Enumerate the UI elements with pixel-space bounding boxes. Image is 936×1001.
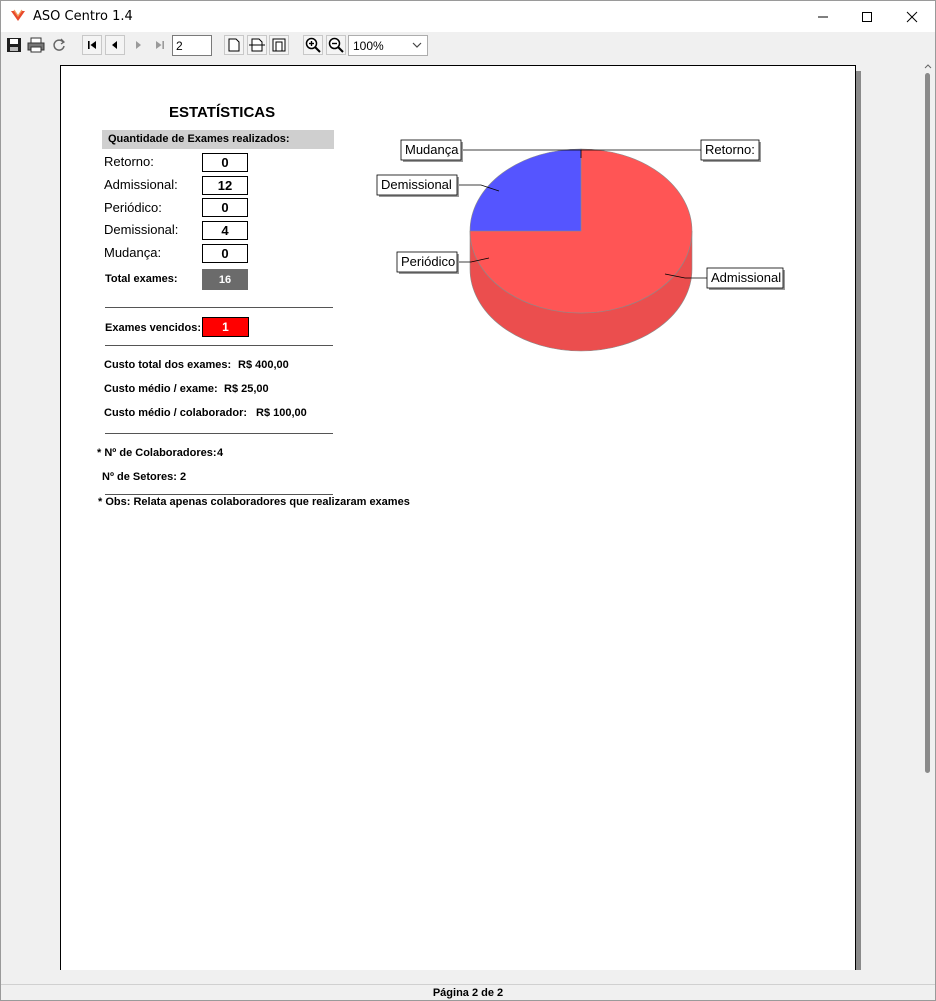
pie-label-retorno: Retorno:	[705, 142, 755, 157]
maximize-icon	[861, 11, 873, 23]
zoom-in-button[interactable]	[303, 35, 323, 55]
exams-header-label: Quantidade de Exames realizados:	[108, 133, 290, 145]
app-logo-icon	[10, 9, 26, 23]
next-page-button[interactable]	[128, 35, 148, 55]
cost-total-label: Custo total dos exames:	[104, 359, 232, 371]
horizontal-scrollbar[interactable]	[1, 970, 935, 984]
last-page-button[interactable]	[150, 35, 170, 55]
zoom-in-icon	[305, 37, 321, 53]
exam-value-periodico: 0	[202, 198, 248, 217]
print-icon	[27, 37, 45, 53]
exam-value-retorno: 0	[202, 153, 248, 172]
save-icon	[6, 37, 22, 53]
first-page-icon	[86, 39, 98, 51]
cost-per-collaborator-label: Custo médio / colaborador:	[104, 407, 248, 419]
collaborators-label: * Nº de Colaboradores:	[97, 447, 217, 459]
refresh-button[interactable]	[49, 35, 69, 55]
cost-per-collaborator-value: R$ 100,00	[256, 407, 307, 419]
report-viewer	[1, 59, 921, 970]
last-page-icon	[154, 39, 166, 51]
close-icon	[906, 11, 918, 23]
maximize-button[interactable]	[844, 1, 890, 32]
zoom-out-icon	[328, 37, 344, 53]
exam-label-periodico: Periódico:	[104, 200, 162, 215]
next-page-icon	[132, 39, 144, 51]
page-width-button[interactable]	[247, 35, 267, 55]
pie-label-demissional: Demissional	[381, 177, 452, 192]
minimize-icon	[817, 11, 829, 23]
pie-label-admissional: Admissional	[711, 270, 782, 285]
full-page-icon	[272, 38, 286, 52]
full-page-button[interactable]	[269, 35, 289, 55]
print-button[interactable]	[26, 35, 46, 55]
cost-total-value: R$ 400,00	[238, 359, 289, 371]
collaborators-value: 4	[217, 447, 224, 459]
cost-per-exam-label: Custo médio / exame:	[104, 383, 218, 395]
toolbar	[1, 32, 935, 60]
total-exams-value: 16	[202, 269, 248, 290]
page-number-input[interactable]	[172, 35, 212, 56]
sectors-label: Nº de Setores:	[102, 471, 177, 483]
exam-label-demissional: Demissional:	[104, 222, 179, 237]
report-page	[60, 65, 856, 970]
page-width-icon	[249, 38, 265, 52]
divider	[105, 494, 333, 495]
window-title: ASO Centro 1.4	[33, 9, 133, 24]
observation-note: * Obs: Relata apenas colaboradores que realizaram exames	[98, 496, 410, 508]
page-indicator: Página 2 de 2	[432, 987, 504, 999]
prev-page-icon	[109, 39, 121, 51]
expired-exams-value: 1	[202, 317, 249, 337]
title-bar	[1, 1, 935, 32]
pie-label-peridico: Periódico	[401, 254, 456, 269]
single-page-icon	[228, 38, 240, 52]
expired-exams-label: Exames vencidos:	[105, 322, 201, 334]
zoom-value: 100%	[353, 39, 384, 53]
chevron-down-icon	[411, 38, 423, 52]
pie-slice-demissional	[470, 149, 581, 231]
scroll-up-icon	[921, 61, 935, 71]
divider	[105, 433, 333, 434]
first-page-button[interactable]	[82, 35, 102, 55]
refresh-icon	[52, 38, 66, 52]
cost-per-exam-value: R$ 25,00	[224, 383, 269, 395]
zoom-select[interactable]	[348, 35, 428, 56]
minimize-button[interactable]	[800, 1, 846, 32]
exam-value-demissional: 4	[202, 221, 248, 240]
pie-label-mudana: Mudança	[405, 142, 459, 157]
close-button[interactable]	[889, 1, 935, 32]
status-bar	[1, 984, 935, 1001]
exam-value-admissional: 12	[202, 176, 248, 195]
exam-label-retorno: Retorno:	[104, 154, 154, 169]
single-page-button[interactable]	[224, 35, 244, 55]
report-title: ESTATÍSTICAS	[169, 104, 276, 121]
exam-value-mudanca: 0	[202, 244, 248, 263]
exam-label-mudanca: Mudança:	[104, 245, 162, 260]
total-exams-label: Total exames:	[105, 273, 178, 285]
vertical-scrollbar[interactable]	[921, 59, 935, 970]
prev-page-button[interactable]	[105, 35, 125, 55]
exam-label-admissional: Admissional:	[104, 177, 178, 192]
zoom-out-button[interactable]	[326, 35, 346, 55]
save-button[interactable]	[4, 35, 24, 55]
sectors-value: 2	[180, 471, 187, 483]
vertical-scroll-thumb[interactable]	[925, 73, 930, 773]
exam-pie-chart	[61, 66, 856, 396]
